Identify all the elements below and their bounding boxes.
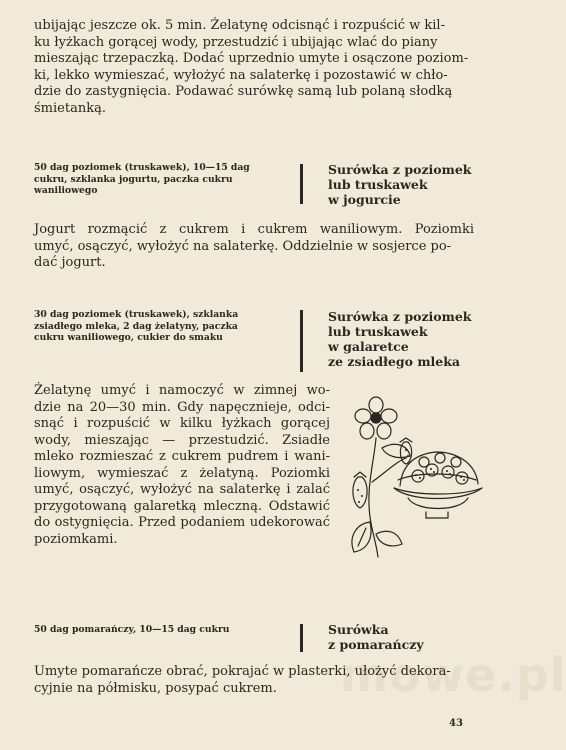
- recipe1-divider: [300, 164, 303, 204]
- recipe1-ingredients: [34, 162, 282, 197]
- watermark: mowe.pl: [340, 648, 566, 702]
- ingredient-line: waniliowego: [34, 185, 98, 196]
- text-line: cyjnie na półmisku, posypać cukrem.: [34, 680, 277, 696]
- text-line: ku łyżkach gorącej wody, przestudzić i ubijając wlać do piany: [34, 34, 438, 50]
- recipe3-text: [34, 664, 474, 697]
- recipe2-divider: [300, 310, 303, 372]
- recipe2-ingredients: [34, 309, 282, 344]
- ingredient-line: 50 dag poziomek (truskawek), 10—15 dag: [34, 162, 250, 173]
- title-line: Surówka z poziomek: [328, 309, 472, 324]
- text-line: mieszając trzepaczką. Dodać uprzednio umyte i osączone poziom-: [34, 51, 469, 66]
- text-line: snąć i rozpuścić w kilku łyżkach gorącej: [34, 416, 330, 431]
- intro-paragraph: [34, 18, 474, 117]
- recipe3-divider: [300, 624, 303, 652]
- text-line: umyć, osączyć, wyłożyć na salaterkę i zalać: [34, 482, 330, 497]
- text-line: ubijając jeszcze ok. 5 min. Żelatynę odcisnąć i rozpuścić w kil-: [34, 18, 445, 33]
- text-line: do ostygnięcia. Przed podaniem udekorować: [34, 515, 330, 530]
- text-line: śmietanką.: [34, 100, 106, 116]
- strawberry-bowl-illustration: [336, 392, 486, 567]
- text-line: wody, mieszając — przestudzić. Zsiadłe: [34, 432, 330, 448]
- text-line: liowym, wymieszać z żelatyną. Poziomki: [34, 465, 330, 481]
- text-line: dać jogurt.: [34, 255, 106, 270]
- ingredient-line: cukru, szklanka jogurtu, paczka cukru: [34, 173, 233, 185]
- title-line: w jogurcie: [328, 192, 401, 207]
- text-line: poziomkami.: [34, 531, 118, 547]
- recipe1-title: [328, 162, 488, 207]
- text-line: Żelatynę umyć i namoczyć w zimnej wo-: [34, 383, 330, 398]
- title-line: ze zsiadłego mleka: [328, 354, 461, 369]
- text-line: Umyte pomarańcze obrać, pokrajać w plasterki, ułożyć dekora-: [34, 664, 451, 679]
- ingredient-line: zsiadłego mleka, 2 dag żelatyny, paczka: [34, 320, 238, 332]
- recipe1-text: [34, 222, 474, 272]
- ingredient-line: 50 dag pomarańczy, 10—15 dag cukru: [34, 624, 230, 635]
- flower-icon: [355, 397, 397, 439]
- recipe2-text: [34, 383, 330, 548]
- page-number: 43: [449, 718, 463, 729]
- text-line: ki, lekko wymieszać, wyłożyć na salaterkę i pozostawić w chło-: [34, 67, 448, 83]
- recipe2-title: [328, 309, 488, 369]
- title-line: w galaretce: [328, 339, 409, 354]
- ingredient-line: cukru waniliowego, cukier do smaku: [34, 332, 223, 343]
- text-line: mleko rozmieszać z cukrem pudrem i wani-: [34, 449, 330, 464]
- ingredient-line: 30 dag poziomek (truskawek), szklanka: [34, 309, 239, 320]
- title-line: Surówka z poziomek: [328, 162, 472, 177]
- text-line: dzie do zastygnięcia. Podawać surówkę samą lub polaną słodką: [34, 84, 453, 99]
- text-line: umyć, osączyć, wyłożyć na salaterkę. Oddzielnie w sosjerce po-: [34, 238, 452, 254]
- text-line: przygotowaną galaretką mleczną. Odstawić: [34, 498, 330, 514]
- title-line: lub truskawek: [328, 324, 428, 339]
- title-line: lub truskawek: [328, 177, 428, 192]
- text-line: Jogurt rozmącić z cukrem i cukrem waniliowym. Poziomki: [34, 222, 474, 237]
- title-line: Surówka: [328, 622, 389, 637]
- text-line: dzie na 20—30 min. Gdy napęcznieje, odci-: [34, 399, 330, 415]
- title-line: z pomarańczy: [328, 637, 424, 652]
- recipe3-ingredients: [34, 624, 282, 636]
